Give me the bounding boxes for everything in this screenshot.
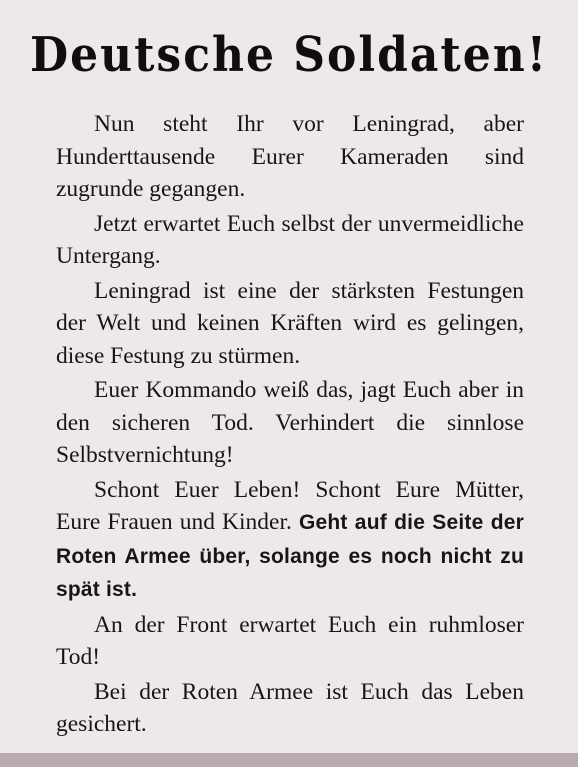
leaflet-body <box>56 108 524 743</box>
paragraph-5 <box>56 474 524 607</box>
paragraph-6: An der Front erwartet Euch ein ruhmloser Tod! <box>56 611 524 670</box>
paragraph-7: Bei der Roten Armee ist Euch das Leben gesichert. <box>56 678 524 737</box>
leaflet-title: Deutsche Soldaten! <box>29 27 549 84</box>
paragraph-1: Nun steht Ihr vor Leningrad, aber Hunderttausende Eurer Kameraden sind zugrunde gegangen. <box>56 111 524 202</box>
paragraph-2: Jetzt erwartet Euch selbst der unvermeidliche Untergang. <box>56 210 524 269</box>
paragraph-5-text: Schont Euer Leben! Schont Eure Mütter, Eure Frauen und Kinder. <box>56 476 524 535</box>
scan-bottom-edge <box>0 753 578 767</box>
paragraph-3: Leningrad ist eine der stärksten Festungen der Welt und keinen Kräften wird es gelingen, diese Festung zu stürmen. <box>56 277 524 369</box>
paragraph-5-bold-appeal: Geht auf die Seite der Roten Armee über, solange es noch nicht zu spät ist. <box>56 511 524 601</box>
paragraph-4: Euer Kommando weiß das, jagt Euch aber in den sicheren Tod. Verhindert die sinnlose Selbstvernichtung! <box>56 377 524 468</box>
